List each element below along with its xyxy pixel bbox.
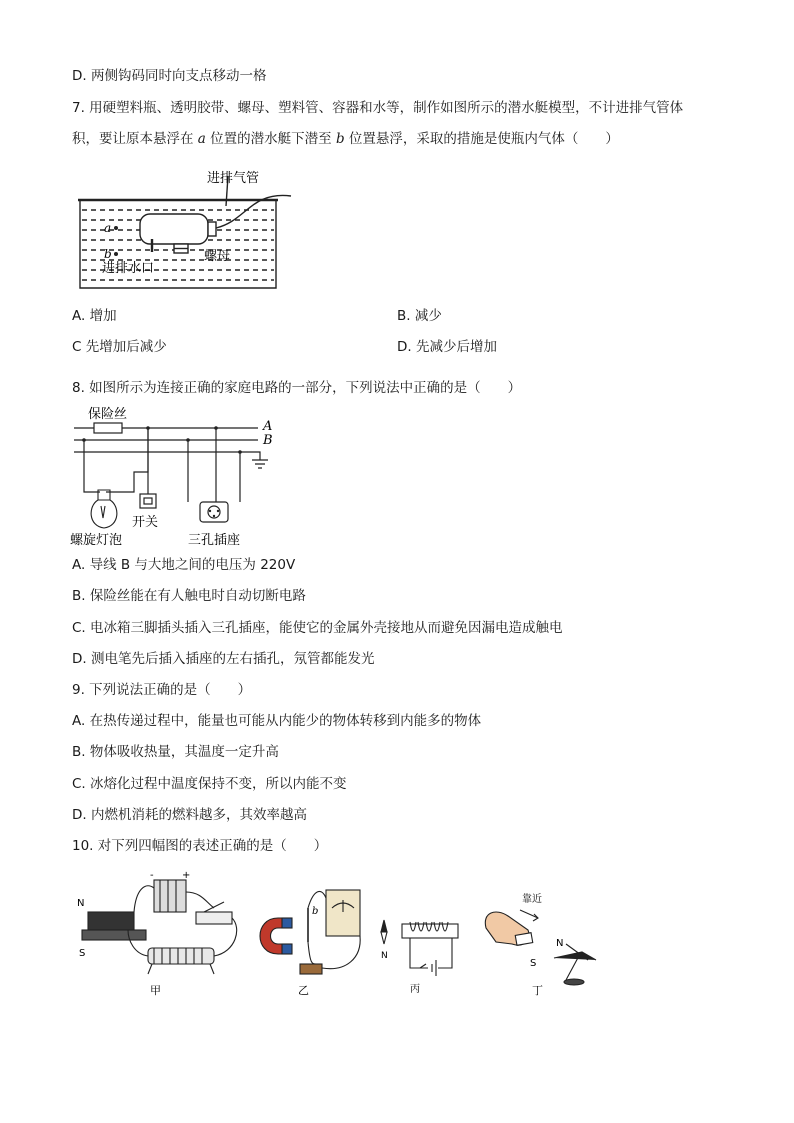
q7-var-a: a <box>197 131 206 147</box>
label-fuse: 保险丝 <box>88 407 128 422</box>
yi-switch <box>300 964 322 974</box>
label-socket: 三孔插座 <box>188 533 241 548</box>
jia-label-s: S <box>79 948 86 959</box>
figure-yi <box>260 890 360 974</box>
q9-option-a: A. 在热传递过程中，能量也可能从内能少的物体转移到内能多的物体 <box>72 713 482 729</box>
label-near: 靠近 <box>522 894 542 905</box>
galvanometer <box>326 890 360 936</box>
q7-option-c: C 先增加后减少 <box>72 339 167 355</box>
q7-option-d: D. 先减少后增加 <box>397 339 497 355</box>
q7-stem-line2-mid: 位置的潜水艇下潜至 <box>205 131 336 147</box>
compass-needle <box>381 920 387 932</box>
q7-stem-line1: 7. 用硬塑料瓶、透明胶带、螺母、塑料管、容器和水等，制作如图所示的潜水艇模型，不计进排气管体 <box>72 100 684 116</box>
q8-option-c: C. 电冰箱三脚插头插入三孔插座，能使它的金属外壳接地从而避免因漏电造成触电 <box>72 620 563 636</box>
q7-option-b: B. 减少 <box>397 308 442 324</box>
label-line-a: A <box>263 419 273 434</box>
label-b: b <box>104 247 112 261</box>
label-pipe: 进排气管 <box>207 171 260 186</box>
figure-bing <box>381 920 458 976</box>
bar-magnet <box>515 933 532 946</box>
ding-needle <box>566 944 588 980</box>
four-figures <box>76 868 606 998</box>
label-jia: 甲 <box>150 984 161 997</box>
battery <box>154 880 186 912</box>
bulb <box>91 490 117 528</box>
ding-label-n: N <box>556 938 564 949</box>
submarine-model-figure <box>76 166 296 296</box>
ding-label-s: S <box>530 958 537 969</box>
label-ding: 丁 <box>532 984 543 997</box>
q9-stem: 9. 下列说法正确的是（ ） <box>72 682 252 698</box>
q9-option-c: C. 冰熔化过程中温度保持不变，所以内能不变 <box>72 776 347 792</box>
q7-stem-line2-pre: 积，要让原本悬浮在 <box>72 131 198 147</box>
q8-option-a: A. 导线 B 与大地之间的电压为 220V <box>72 557 296 573</box>
household-circuit-figure <box>70 402 280 550</box>
label-bing: 丙 <box>410 984 420 995</box>
q9-option-d: D. 内燃机消耗的燃料越多，其效率越高 <box>72 807 307 823</box>
q8-option-b: B. 保险丝能在有人触电时自动切断电路 <box>72 588 306 604</box>
q7-stem-line2 <box>72 129 619 149</box>
q8-stem: 8. 如图所示为连接正确的家庭电路的一部分，下列说法中正确的是（ ） <box>72 380 522 396</box>
label-nut: 螺母 <box>204 249 231 264</box>
bing-label-n: N <box>381 951 388 961</box>
q7-var-b: b <box>335 131 345 147</box>
jia-label-n: N <box>77 898 85 909</box>
yi-label-b: b <box>312 906 319 917</box>
q10-stem: 10. 对下列四幅图的表述正确的是（ ） <box>72 838 328 854</box>
label-a: a <box>104 221 112 235</box>
figure-ding <box>485 910 596 985</box>
label-inlet: 进排水口 <box>102 261 155 276</box>
label-bulb: 螺旋灯泡 <box>70 533 123 548</box>
jia-label-minus: - <box>150 870 154 881</box>
bottle <box>140 214 208 244</box>
fuse <box>94 423 122 433</box>
label-yi: 乙 <box>298 984 309 997</box>
rheostat <box>148 948 214 964</box>
q7-stem-line2-post: 位置悬浮，采取的措施是使瓶内气体（ ） <box>344 131 619 147</box>
switch <box>140 494 156 508</box>
knife-switch <box>196 912 232 924</box>
q9-option-b: B. 物体吸收热量，其温度一定升高 <box>72 744 279 760</box>
label-switch: 开关 <box>132 515 159 530</box>
q6-option-d: D. 两侧钩码同时向支点移动一格 <box>72 68 267 84</box>
three-pin-socket <box>200 502 228 522</box>
electromagnet <box>88 912 134 930</box>
label-line-b: B <box>263 433 273 448</box>
figure-jia <box>82 880 237 974</box>
q8-option-d: D. 测电笔先后插入插座的左右插孔，氖管都能发光 <box>72 651 375 667</box>
q7-option-a: A. 增加 <box>72 308 117 324</box>
jia-label-plus: + <box>182 870 191 881</box>
